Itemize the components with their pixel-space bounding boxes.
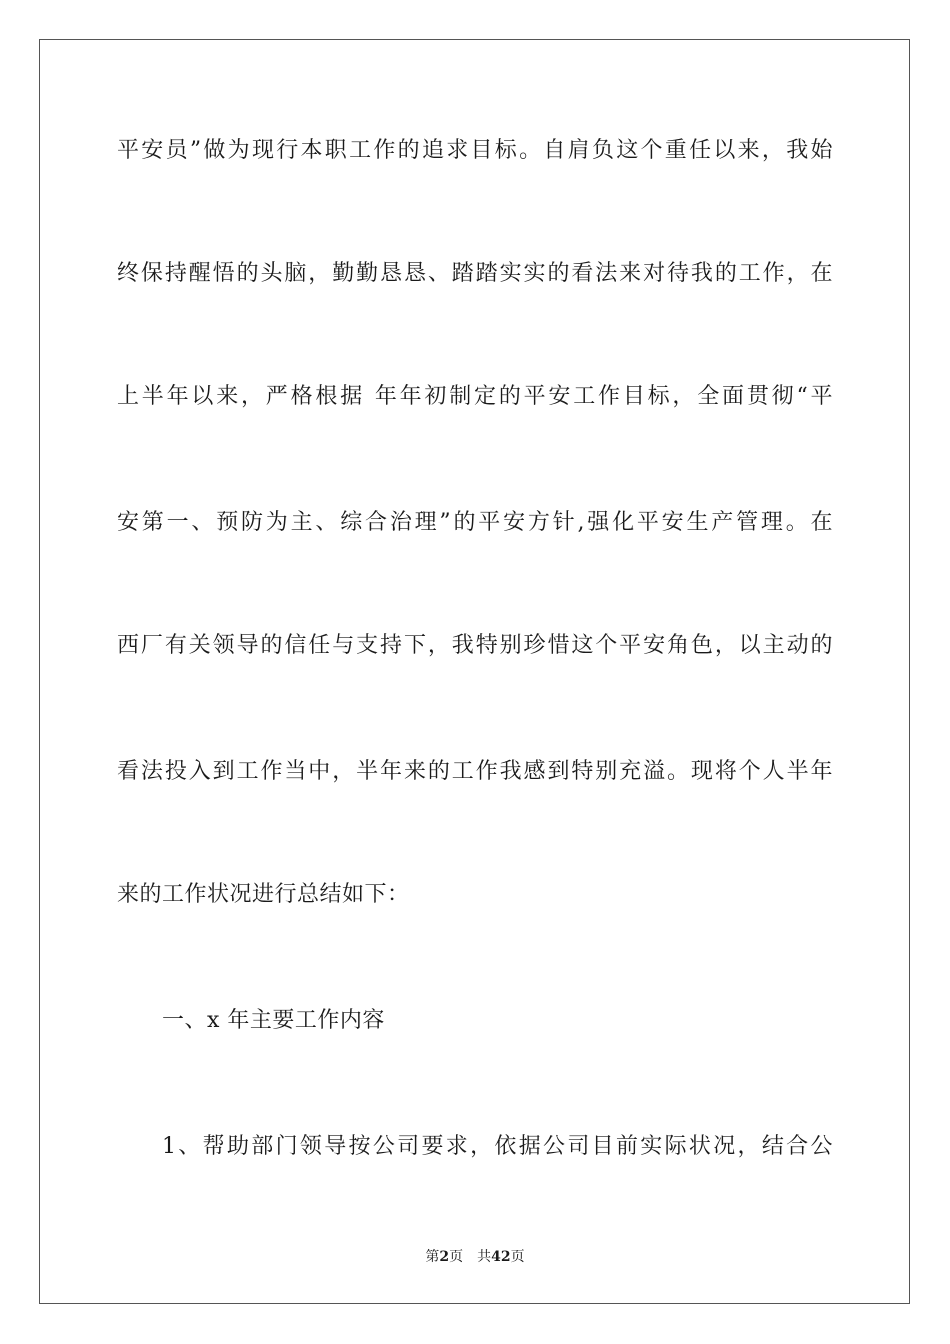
body-text-line: 上半年以来，严格根据 年年初制定的平安工作目标，全面贯彻“平: [117, 384, 833, 409]
body-text-line: 平安员”做为现行本职工作的追求目标。自肩负这个重任以来，我始: [117, 138, 833, 163]
page-footer: [0, 1247, 950, 1267]
list-item: 1、帮助部门领导按公司要求，依据公司目前实际状况，结合公: [162, 1134, 833, 1159]
body-text-line: 来的工作状况进行总结如下：: [117, 882, 410, 907]
page-prefix: 第: [425, 1249, 440, 1265]
body-text-line: 安第一、预防为主、综合治理”的平安方针,强化平安生产管理。在: [117, 510, 833, 535]
current-page-number: 2: [439, 1249, 450, 1265]
total-suffix: 页: [510, 1249, 525, 1265]
page-suffix: 页: [449, 1249, 464, 1265]
total-prefix: 共: [477, 1249, 492, 1265]
body-text-line: 终保持醒悟的头脑，勤勤恳恳、踏踏实实的看法来对待我的工作，在: [117, 261, 833, 286]
page-border: [39, 39, 910, 1304]
total-page-number: 42: [491, 1249, 511, 1265]
body-text-line: 看法投入到工作当中，半年来的工作我感到特别充溢。现将个人半年: [117, 759, 833, 784]
body-text-line: 西厂有关领导的信任与支持下，我特别珍惜这个平安角色，以主动的: [117, 633, 833, 658]
section-heading: 一、x 年主要工作内容: [162, 1008, 385, 1033]
